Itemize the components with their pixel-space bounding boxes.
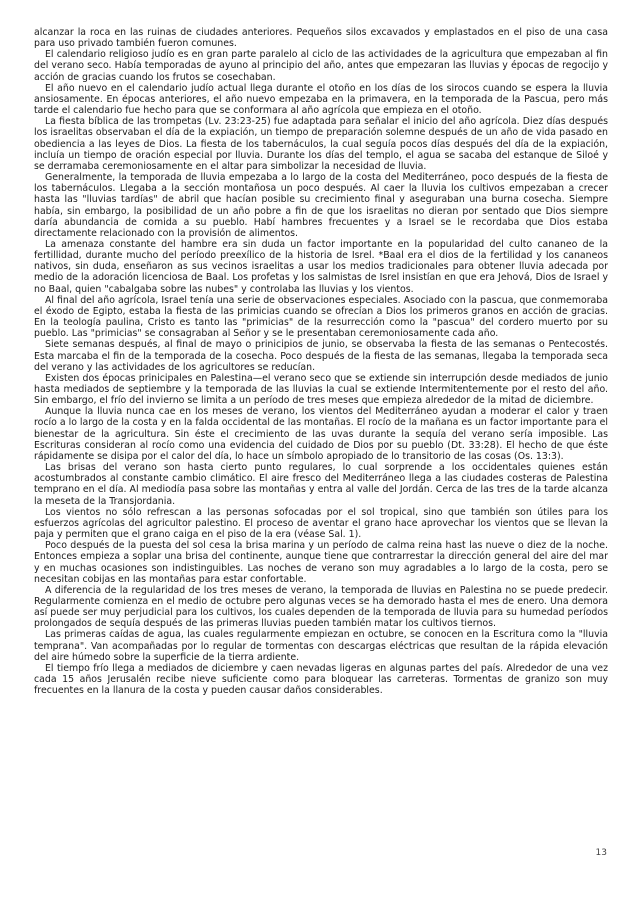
paragraph: El calendario religioso judío es en gran parte paralelo al ciclo de las actividades de la agricultura que empezaban al fin del verano seco. Había temporadas de ayuno al principio del año, antes que empezaran las lluvias y épocas de regocijo y acción de gracias cuando los frutos se cosechaban.	[34, 49, 608, 83]
page-body	[34, 27, 608, 696]
paragraph: La amenaza constante del hambre era sin duda un factor importante en la popularidad del culto cananeo de la fertillidad, durante mucho del período preexílico de la historia de Isrel. *Baal era el dios de la fertilidad y los cananeos nativos, sin duda, enseñaron as sus vecinos israelitas a usar los medios tradicionales para obtener lluvia adecada por medio de la adoración licenciosa de Baal. Los profetas y los salmistas de Isrel insistían en que era Jehová, Dios de Israel y no Baal, quien "cabalgaba sobre las nubes" y controlaba las lluvias y los vientos.	[34, 238, 608, 295]
paragraph: Generalmente, la temporada de lluvia empezaba a lo largo de la costa del Mediterráneo, poco después de la fiesta de los tabernáculos. Llegaba a la sección montañosa un poco después. Al caer la lluvia los cultivos empezaban a crecer hasta las "lluvias tardías" de abril que hacían posible su crecimiento final y aseguraban una burna cosecha. Siempre había, sin embargo, la posibilidad de un año pobre a fin de que los israelitas no dieran por sentado que Dios siempre daría abundancia de comida a su pueblo. Habí hambres frecuentes y a Israel se le recordaba que Dios estaba directamente relacionado con la provisión de alimentos.	[34, 172, 608, 239]
paragraph: El tiempo frío llega a mediados de diciembre y caen nevadas ligeras en algunas partes del país. Alrededor de una vez cada 15 años Jerusalén recibe nieve suficiente como para bloquear las carreteras. Tormentas de granizo son muy frecuentes en la llanura de la costa y pueden causar daños considerables.	[34, 662, 608, 697]
paragraph: A diferencia de la regularidad de los tres meses de verano, la temporada de lluvias en Palestina no se puede predecir. Regularmente comienza en el medio de octubre pero algunas veces se ha demorado hasta el mes de enero. Una demora así puede ser muy perjudicial para los cultivos, los cuales dependen de la temporada de lluvia para su humedad períodos prolongados de sequía después de las primeras lluvias pueden también matar los cultivos tiernos.	[34, 584, 608, 630]
paragraph: Poco después de la puesta del sol cesa la brisa marina y un período de calma reina hast las nueve o diez de la noche. Entonces empieza a soplar una brisa del continente, aunque tiene que contrarrestar la dirección general del aire del mar y en muchas ocasiones son indistinguibles. Las noches de verano son muy agradables a lo largo de la costa, pero se necesitan cobijas en las montañas para estar confortable.	[34, 540, 608, 585]
paragraph: El año nuevo en el calendario judío actual llega durante el otoño en los días de los sirocos cuando se espera la lluvia ansiosamente. En épocas anteriores, el año nuevo empezaba en la primavera, en la temporada de la Pascua, pero más tarde el calendario fue hecho para que se conformara al año agrícola que empieza en el otoño.	[34, 82, 608, 117]
paragraph: Las primeras caídas de agua, las cuales regularmente empiezan en octubre, se conocen en la Escritura como la "lluvia temprana". Van acompañadas por lo regular de tormentas con descargas eléctricas que resultan de la rápida elevación del aire húmedo sobre la superficie de la tierra ardiente.	[34, 629, 608, 663]
paragraph: Aunque la lluvia nunca cae en los meses de verano, los vientos del Mediterráneo ayudan a moderar el calor y traen rocío a lo largo de la costa y en la falda occidental de las montañas. El rocío de la mañana es un factor importante para el bienestar de la agricultura. Sin éste el crecimiento de las uvas durante la sequía del verano sería imposible. Las Escrituras consideran al rocío como una evidencia del cuidado de Dios por su pueblo (Dt. 33:28). El hecho de que éste rápidamente se disipa por el calor del día, lo hace un símbolo apropiado de lo transitorio de las cosas (Os. 13:3).	[34, 406, 608, 462]
paragraph: alcanzar la roca en las ruinas de ciudades anteriores. Pequeños silos excavados y emplastados en el piso de una casa para uso privado también fueron comunes.	[34, 27, 608, 50]
paragraph: Siete semanas después, al final de mayo o prinicipios de junio, se observaba la fiesta de las semanas o Pentecostés. Esta marcaba el fin de la temporada de la cosecha. Poco después de la fiesta de las semanas, llegaba la temporada seca del verano y las actividades de los agricultores se reducían.	[34, 339, 608, 373]
paragraph: Existen dos épocas prinicipales en Palestina—el verano seco que se extiende sin interrupción desde mediados de junio hasta mediados de septiembre y la temporada de las lluvias la cual se extiende Intermitentemente por el resto del año. Sin embargo, el frío del invierno se limita a un período de tres meses que empieza alrededor de la mitad de diciembre.	[34, 372, 608, 407]
paragraph: Las brisas del verano son hasta cierto punto regulares, lo cual sorprende a los occidentales quienes están acostumbrados al constante cambio climático. El aire fresco del Mediterráneo llega a las ciudades costeras de Palestina temprano en el día. Al mediodía pasa sobre las montañas y entra al valle del Jordán. Cerca de las tres de la tarde alcanza la meseta de la Transjordania.	[34, 462, 608, 507]
paragraph: La fiesta bíblica de las trompetas (Lv. 23:23-25) fue adaptada para señalar el inicio del año agrícola. Diez días después los israelitas observaban el día de la expiación, un tiempo de preparación solemne después de un año de vida pasado en obediencia a las leyes de Dios. La fiesta de los tabernáculos, la cual seguía pocos días después del día de la expiación, incluía un tiempo de oración especial por lluvia. Durante los días del templo, el agua se sacaba del estanque de Siloé y se derramaba ceremoniosamente en el altar para simbolizar la necesidad de lluvia.	[34, 116, 608, 172]
page-number: 13	[595, 848, 607, 858]
paragraph: Los vientos no sólo refrescan a las personas sofocadas por el sol tropical, sino que también son útiles para los esfuerzos agrícolas del agricultor palestino. El proceso de aventar el grano hace aprovechar los vientos que se llevan la paja y permiten que el grano caiga en el piso de la era (véase Sal. 1).	[34, 506, 608, 541]
paragraph: Al final del año agrícola, Israel tenía una serie de observaciones especiales. Asociado con la pascua, que conmemoraba el éxodo de Egipto, estaba la fiesta de las primicias cuando se ofrecían a Dios los primeros granos en acción de gracias. En la teología paulina, Cristo es tanto las "primicias" de la resurrección como la "pascua" del cordero muerto por su pueblo. Las "primicias" se consagraban al Señor y se le presentaban ceremoniosamente cada año.	[34, 294, 608, 340]
